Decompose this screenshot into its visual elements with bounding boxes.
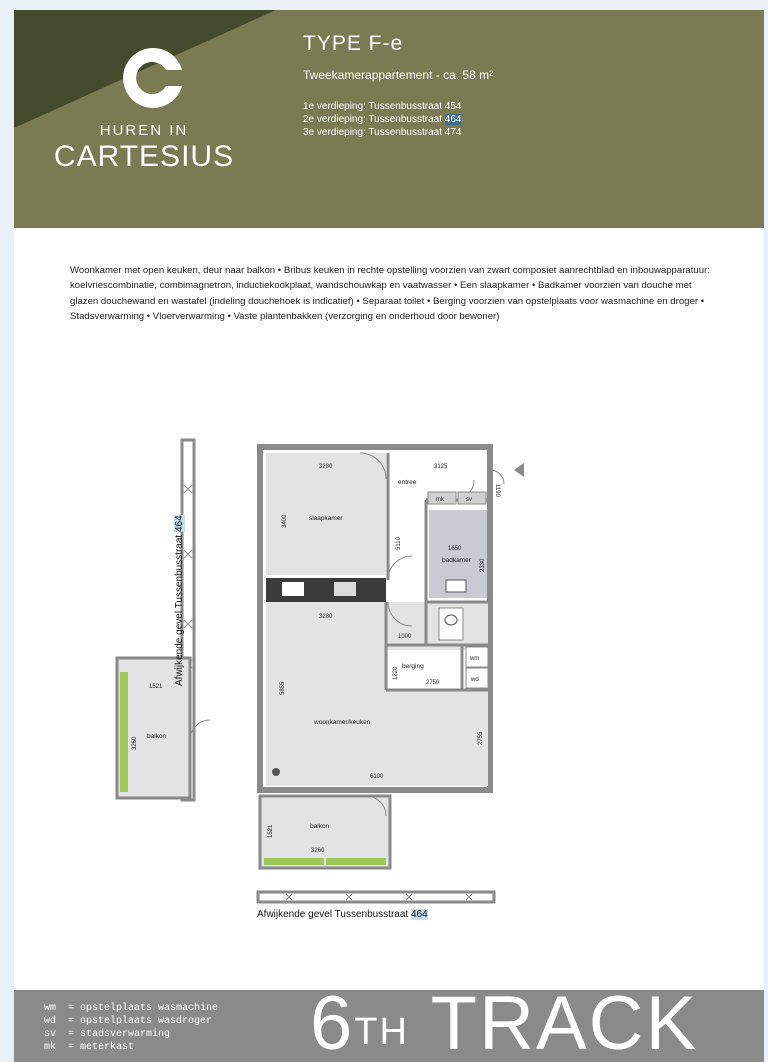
dim-3260-bottom: 3260 [311, 848, 325, 854]
sixth-track-logo: 6TH TRACK [310, 990, 699, 1062]
bottom-facade-strip [258, 892, 494, 902]
cartesius-c-icon [120, 46, 184, 110]
dim-1650: 1650 [448, 546, 462, 552]
tag-wd: wd [471, 677, 479, 683]
room-label-slaapkamer: slaapkamer [309, 515, 343, 522]
entrance-arrow-icon [514, 463, 524, 477]
facade-label-horizontal: Afwijkende gevel Tussenbusstraat 464 [257, 909, 428, 920]
legend [44, 1002, 218, 1054]
room-label-woonkamer: woonkamer/keuken [314, 719, 371, 726]
tag-wm: wm [470, 656, 480, 662]
apartment-subtitle: Tweekamerappartement - ca. 58 m² [303, 68, 494, 82]
dim-1220: 1220 [393, 666, 399, 680]
dim-3125: 3125 [434, 464, 448, 470]
dim-3400: 3400 [282, 514, 288, 528]
bottom-balkon [260, 796, 390, 868]
floor-item: 1e verdieping: Tussenbusstraat 454 [303, 101, 462, 112]
dim-2330: 2330 [480, 558, 486, 572]
room-label-entree: entree [398, 479, 417, 486]
tag-mk: mk [436, 497, 444, 503]
tag-sv: sv [466, 497, 472, 503]
dim-5855: 5855 [280, 681, 286, 695]
floor-item-selected: 2e verdieping: Tussenbusstraat 464 [303, 114, 462, 125]
floor-list [303, 100, 461, 139]
apartment-description: Woonkamer met open keuken, deur naar balkon • Bribus keuken in rechte opstelling voorzien van zwart composiet aanrechtblad en inbouwapparatuur: koelvriescombinatie, combimagnetron, inductiekookplaat, wandschouwkap en vaatwasser • Een slaapkamer • Badkamer voorzien van douche met glazen douchewand en wastafel (indeling douchehoek is indicatief) • Separaat toilet • Berging voorzien van opstelplaats voor wasmachine en droger • Stadsverwarming • Vloerverwarming • Vaste plantenbakken (verzorging en onderhoud door bewoner) [70, 265, 710, 322]
floor-plan [14, 410, 764, 950]
brochure-page [14, 10, 764, 1062]
dim-2750: 2750 [426, 680, 440, 686]
room-label-balkon-bottom: balkon [310, 823, 330, 830]
apartment-walls [260, 447, 524, 790]
dim-5110: 5110 [396, 537, 402, 550]
dim-3280-living: 3280 [319, 614, 333, 620]
dim-1521: 1521 [149, 684, 163, 690]
riser-icon [272, 768, 280, 776]
room-label-berging: berging [402, 663, 424, 670]
left-balkon [117, 658, 210, 798]
dim-1190: 1190 [494, 484, 500, 497]
footer-band [14, 990, 764, 1062]
dim-6100: 6100 [370, 774, 384, 780]
floor-item: 3e verdieping: Tussenbusstraat 474 [303, 127, 462, 138]
logo-text-huren: HUREN IN [99, 122, 189, 139]
dim-1521-bottom: 1521 [268, 824, 274, 838]
logo-text-cartesius: CARTESIUS [53, 140, 235, 173]
apartment-type-title: TYPE F-e [303, 32, 404, 55]
room-label-balkon-left: balkon [147, 733, 167, 740]
facade-label-vertical: Afwijkende gevel Tussenbusstraat 464 [174, 515, 185, 686]
dim-3260: 3260 [132, 736, 138, 750]
room-label-badkamer: badkamer [442, 557, 471, 564]
dim-2755: 2755 [478, 731, 484, 745]
header-band [14, 10, 764, 228]
dim-3280: 3280 [319, 464, 333, 470]
legend-item: wd = opstelplaats wasdroger [44, 1016, 213, 1027]
legend-item: mk = meterkast [44, 1042, 135, 1053]
legend-item: sv = stadsverwarming [44, 1029, 171, 1040]
dim-1000: 1000 [398, 634, 412, 640]
legend-item: wm = opstelplaats wasmachine [44, 1003, 219, 1014]
